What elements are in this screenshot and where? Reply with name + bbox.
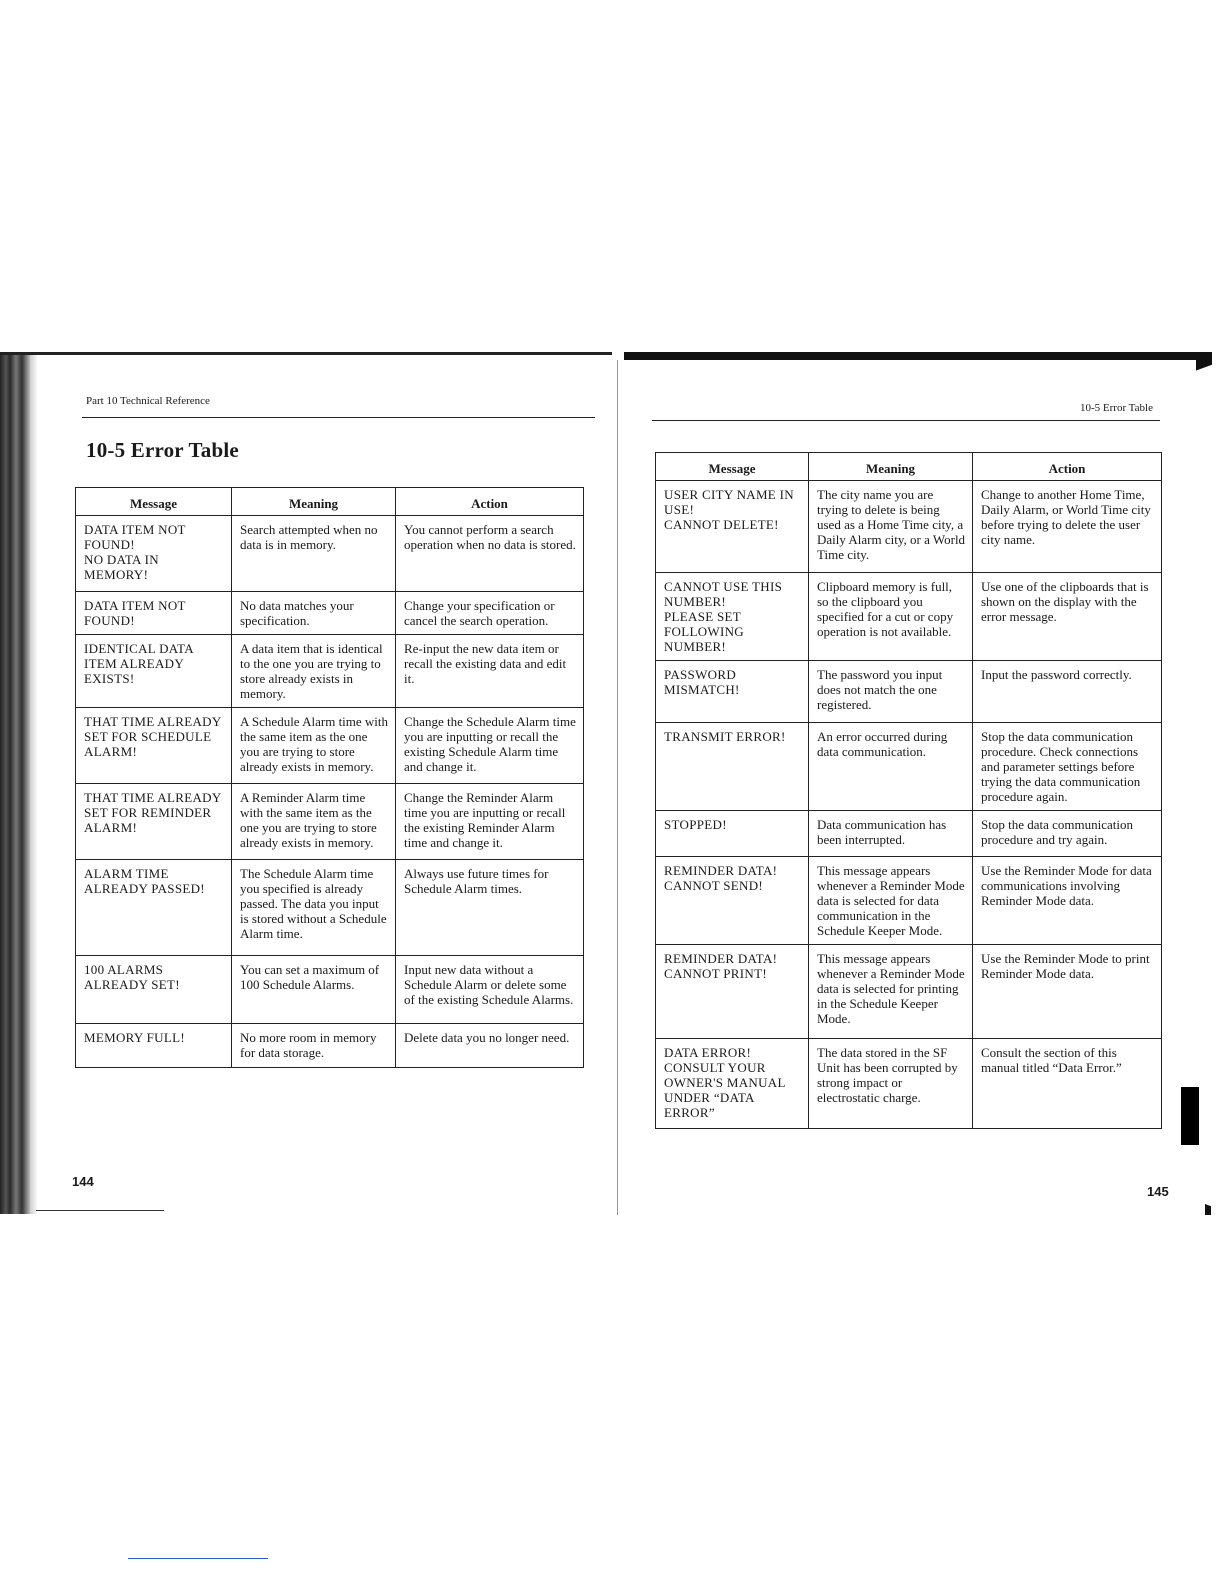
page-bottom-edge-left xyxy=(36,1210,164,1211)
error-message-cell: STOPPED! xyxy=(656,811,809,857)
error-meaning-cell: A Reminder Alarm time with the same item as the one you are trying to store already exists in memory. xyxy=(232,784,396,860)
binding-shadow xyxy=(0,352,30,1214)
running-head-right: 10-5 Error Table xyxy=(1080,402,1153,414)
page-corner-bottom-right xyxy=(1205,1195,1211,1215)
error-meaning-cell: The Schedule Alarm time you specified is already passed. The data you input is stored without a Schedule Alarm time. xyxy=(232,860,396,956)
error-meaning-cell: This message appears whenever a Reminder Mode data is selected for data communication in the Schedule Keeper Mode. xyxy=(809,857,973,945)
header-action: Action xyxy=(973,453,1162,481)
page-gutter xyxy=(617,360,618,1215)
error-action-cell: Stop the data communication procedure and try again. xyxy=(973,811,1162,857)
error-message-cell: THAT TIME ALREADY SET FOR SCHEDULE ALARM! xyxy=(76,708,232,784)
table-row xyxy=(76,516,584,592)
table-row xyxy=(656,481,1162,573)
error-action-cell: Always use future times for Schedule Alarm times. xyxy=(396,860,584,956)
page-top-edge-right xyxy=(624,352,1212,360)
page-number-right: 145 xyxy=(1147,1184,1169,1199)
error-action-cell: Change your specification or cancel the search operation. xyxy=(396,592,584,635)
table-row xyxy=(76,1024,584,1068)
table-row xyxy=(656,857,1162,945)
page-number-left: 144 xyxy=(72,1174,94,1189)
error-action-cell: Change the Schedule Alarm time you are inputting or recall the existing Schedule Alarm time and change it. xyxy=(396,708,584,784)
error-message-cell: IDENTICAL DATA ITEM ALREADY EXISTS! xyxy=(76,635,232,708)
error-meaning-cell: A data item that is identical to the one you are trying to store already exists in memory. xyxy=(232,635,396,708)
error-meaning-cell: A Schedule Alarm time with the same item as the one you are trying to store already exists in memory. xyxy=(232,708,396,784)
table-row xyxy=(76,860,584,956)
scan-artifact-line xyxy=(128,1558,268,1559)
table-row xyxy=(76,592,584,635)
error-action-cell: Consult the section of this manual titled “Data Error.” xyxy=(973,1039,1162,1129)
error-table-left xyxy=(75,487,584,1068)
table-header-row xyxy=(76,488,584,516)
header-rule-left xyxy=(82,417,595,418)
error-meaning-cell: Data communication has been interrupted. xyxy=(809,811,973,857)
table-row xyxy=(656,1039,1162,1129)
table-header-row xyxy=(656,453,1162,481)
error-meaning-cell: The city name you are trying to delete is being used as a Home Time city, a Daily Alarm city, or a World Time city. xyxy=(809,481,973,573)
error-action-cell: Change the Reminder Alarm time you are inputting or recall the existing Reminder Alarm time and change it. xyxy=(396,784,584,860)
page-corner-right xyxy=(1196,352,1212,392)
error-message-cell: USER CITY NAME IN USE! CANNOT DELETE! xyxy=(656,481,809,573)
table-row xyxy=(656,811,1162,857)
table-row xyxy=(76,708,584,784)
error-meaning-cell: The password you input does not match the one registered. xyxy=(809,661,973,723)
error-meaning-cell: No more room in memory for data storage. xyxy=(232,1024,396,1068)
header-message: Message xyxy=(656,453,809,481)
error-message-cell: DATA ERROR! CONSULT YOUR OWNER'S MANUAL UNDER “DATA ERROR” xyxy=(656,1039,809,1129)
header-action: Action xyxy=(396,488,584,516)
error-meaning-cell: No data matches your specification. xyxy=(232,592,396,635)
error-meaning-cell: An error occurred during data communication. xyxy=(809,723,973,811)
error-meaning-cell: This message appears whenever a Reminder Mode data is selected for printing in the Schedule Keeper Mode. xyxy=(809,945,973,1039)
table-row xyxy=(656,945,1162,1039)
error-message-cell: ALARM TIME ALREADY PASSED! xyxy=(76,860,232,956)
error-action-cell: Input the password correctly. xyxy=(973,661,1162,723)
error-message-cell: TRANSMIT ERROR! xyxy=(656,723,809,811)
error-meaning-cell: Search attempted when no data is in memory. xyxy=(232,516,396,592)
error-action-cell: Re-input the new data item or recall the existing data and edit it. xyxy=(396,635,584,708)
error-meaning-cell: Clipboard memory is full, so the clipboard you specified for a cut or copy operation is not available. xyxy=(809,573,973,661)
error-meaning-cell: You can set a maximum of 100 Schedule Alarms. xyxy=(232,956,396,1024)
error-message-cell: REMINDER DATA! CANNOT SEND! xyxy=(656,857,809,945)
error-meaning-cell: The data stored in the SF Unit has been corrupted by strong impact or electrostatic charge. xyxy=(809,1039,973,1129)
error-message-cell: THAT TIME ALREADY SET FOR REMINDER ALARM! xyxy=(76,784,232,860)
error-message-cell: 100 ALARMS ALREADY SET! xyxy=(76,956,232,1024)
thumb-index-tab xyxy=(1181,1087,1199,1145)
error-action-cell: Change to another Home Time, Daily Alarm, or World Time city before trying to delete the user city name. xyxy=(973,481,1162,573)
table-row xyxy=(76,635,584,708)
section-title: 10-5 Error Table xyxy=(86,438,239,462)
error-message-cell: CANNOT USE THIS NUMBER! PLEASE SET FOLLOWING NUMBER! xyxy=(656,573,809,661)
page-top-edge-left xyxy=(0,352,612,355)
error-table-right xyxy=(655,452,1162,1129)
error-message-cell: MEMORY FULL! xyxy=(76,1024,232,1068)
error-action-cell: Use the Reminder Mode for data communications involving Reminder Mode data. xyxy=(973,857,1162,945)
error-message-cell: REMINDER DATA! CANNOT PRINT! xyxy=(656,945,809,1039)
error-message-cell: DATA ITEM NOT FOUND! NO DATA IN MEMORY! xyxy=(76,516,232,592)
table-row xyxy=(656,723,1162,811)
error-action-cell: You cannot perform a search operation when no data is stored. xyxy=(396,516,584,592)
error-action-cell: Input new data without a Schedule Alarm or delete some of the existing Schedule Alarms. xyxy=(396,956,584,1024)
header-message: Message xyxy=(76,488,232,516)
header-rule-right xyxy=(652,420,1160,421)
error-action-cell: Stop the data communication procedure. Check connections and parameter settings before trying the data communication procedure again. xyxy=(973,723,1162,811)
running-head-left: Part 10 Technical Reference xyxy=(86,395,210,407)
table-row xyxy=(76,784,584,860)
error-action-cell: Delete data you no longer need. xyxy=(396,1024,584,1068)
binding-edge xyxy=(30,352,38,1214)
error-message-cell: DATA ITEM NOT FOUND! xyxy=(76,592,232,635)
error-action-cell: Use the Reminder Mode to print Reminder Mode data. xyxy=(973,945,1162,1039)
header-meaning: Meaning xyxy=(232,488,396,516)
table-row xyxy=(76,956,584,1024)
error-message-cell: PASSWORD MISMATCH! xyxy=(656,661,809,723)
table-row xyxy=(656,573,1162,661)
header-meaning: Meaning xyxy=(809,453,973,481)
error-action-cell: Use one of the clipboards that is shown on the display with the error message. xyxy=(973,573,1162,661)
table-row xyxy=(656,661,1162,723)
